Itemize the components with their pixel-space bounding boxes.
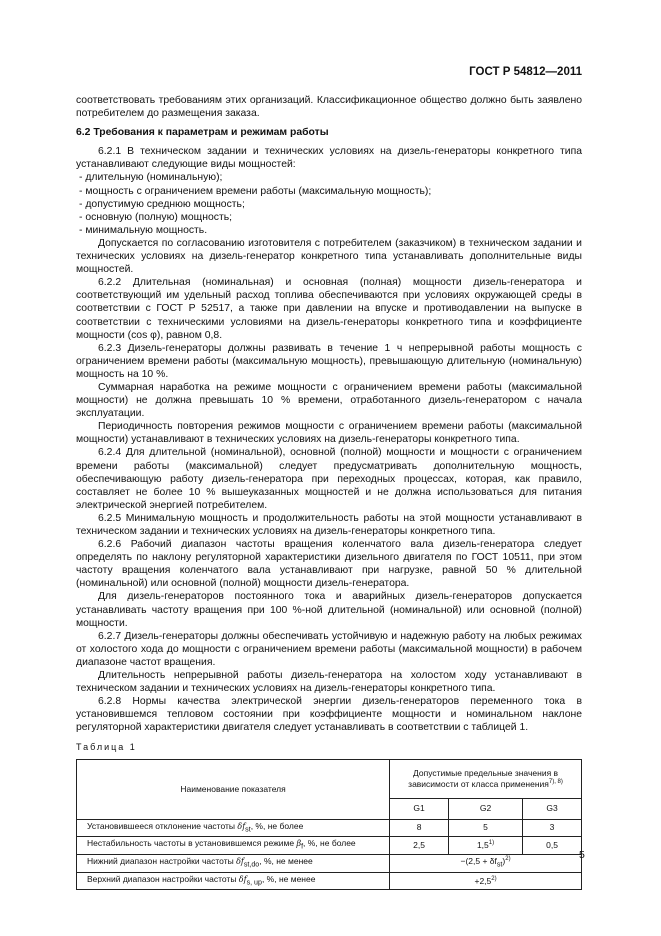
row-label-suffix: , %, не менее (261, 873, 316, 884)
row-label-text: Нижний диапазон настройки частоты (87, 855, 237, 866)
row-symbol-sub: f (301, 842, 304, 851)
row-symbol-sub: st (245, 825, 251, 834)
header-class-g3: G3 (523, 798, 582, 819)
paragraph-6-2-3-b: Суммарная наработка на режиме мощности с ограничением времени работы (максимальной мощности) не должна превышать 10 % времени, отработанного дизель-генератором с начала эксплуатации. (76, 381, 582, 420)
row-label (77, 872, 390, 890)
row-label-text: Нестабильность частоты в установившемся режиме (87, 838, 297, 849)
document-body (76, 94, 582, 890)
paragraph-6-2-1-note: Допускается по согласованию изготовителя с потребителем (заказчиком) в техническом задании и технических условиях на дизель-генератор конкретного типа устанавливать дополнительные виды мощностей. (76, 237, 582, 276)
row-symbol: δf (236, 856, 244, 866)
row-label (77, 819, 390, 837)
paragraph-6-2-7: 6.2.7 Дизель-генераторы должны обеспечивать устойчивую и надежную работу на любых режимах от холостого хода до мощности с ограничением времени работы (максимальной мощности) в рабочем диапазоне частот вращения. (76, 630, 582, 668)
row-symbol: δf (237, 821, 246, 831)
paragraph-6-2-3: 6.2.3 Дизель-генераторы должны развивать в течение 1 ч непрерывной работы мощность с ограничением времени работы (максимальную мощность), превышающую длительную (номинальную) мощность на 10 %. (76, 342, 582, 380)
row-symbol-sub: s, up (246, 878, 262, 887)
row-symbol: δf (238, 874, 247, 884)
row-label-text: Установившееся отклонение частоты (87, 820, 238, 831)
row-label-suffix: , %, не более (303, 838, 356, 849)
table-row (77, 837, 582, 855)
header-class-g1: G1 (390, 798, 449, 819)
row-label-text: Верхний диапазон настройки частоты (87, 873, 239, 884)
cell-merged-value: −(2,5 + δf (460, 855, 497, 866)
list-item: - минимальную мощность. (76, 224, 582, 237)
row-label (77, 837, 390, 855)
row-symbol: β (296, 839, 302, 849)
page-number: 5 (579, 849, 585, 861)
row-label-suffix: , %, не менее (259, 855, 313, 866)
list-item: - мощность с ограничением времени работы (максимальную мощность); (76, 185, 582, 198)
table-row (77, 854, 582, 872)
list-item: - длительную (номинальную); (76, 171, 582, 184)
paragraph-continuation: соответствовать требованиям этих организаций. Классификационное общество должно быть заявлено потребителем до размещения заказа. (76, 95, 582, 120)
table-caption: Таблица 1 (76, 741, 137, 752)
power-types-list (76, 171, 582, 236)
paragraph-6-2-6-b: Для дизель-генераторов постоянного тока и аварийных дизель-генераторов допускается устанавливать частоту вращения при 100 %-ной длительной (номинальной) или основной (полной) мощности. (76, 591, 582, 629)
cell-merged-sub: st (496, 860, 503, 869)
cell-g2-note: 1) (488, 840, 495, 847)
section-heading-6-2: 6.2 Требования к параметрам и режимам работы (76, 127, 329, 139)
paragraph-6-2-5: 6.2.5 Минимальную мощность и продолжительность работы на этой мощности устанавливают в техническом задании и технических условиях на дизель-генераторы конкретного типа. (76, 512, 582, 537)
list-item: - допустимую среднюю мощность; (76, 198, 582, 211)
paragraph-6-2-1: 6.2.1 В техническом задании и технических условиях на дизель-генераторы конкретного типа устанавливают следующие виды мощностей: (76, 146, 582, 171)
cell-g3: 0,5 (523, 837, 582, 855)
header-limits-text: Допустимые предельные значения в зависимости от класса применения (408, 767, 559, 789)
document-header: ГОСТ Р 54812—2011 (469, 66, 582, 78)
table-row (77, 872, 582, 890)
cell-merged (390, 872, 582, 890)
cell-g2: 5 (449, 819, 523, 837)
paragraph-6-2-2: 6.2.2 Длительная (номинальная) и основная (полная) мощности дизель-генератора и соответствующий им удельный расход топлива обеспечиваются при условиях окружающей среды в соответствии с ГОСТ Р 52517, а также при давлении на впуске и противодавлении на выпуске в соответствии с техническими условиями на дизель-генераторы конкретного типа и коэффициенте мощности (cos φ), равном 0,8. (76, 277, 582, 341)
cell-g1: 8 (390, 819, 449, 837)
list-item: - основную (полную) мощность; (76, 211, 582, 224)
paragraph-6-2-8: 6.2.8 Нормы качества электрической энергии дизель-генераторов переменного тока в установившемся тепловом состоянии при коэффициенте мощности и номинальном наклоне регуляторной характеристики двигателя следует устанавливать в соответствии с таблицей 1. (76, 696, 582, 734)
paragraph-6-2-3-c: Периодичность повторения режимов мощности с ограничением времени работы (максимальной мощности) устанавливают в технических условиях на дизель-генераторы конкретного типа. (76, 421, 582, 446)
header-class-g2: G2 (449, 798, 523, 819)
cell-g2-value: 1,5 (476, 840, 489, 851)
row-label-suffix: , %, не более (250, 820, 304, 831)
table-header-row (77, 759, 582, 798)
table-row (77, 819, 582, 837)
paragraph-6-2-6: 6.2.6 Рабочий диапазон частоты вращения коленчатого вала дизель-генератора следует определять по наклону регуляторной характеристики дизельного двигателя по ГОСТ 10511, при этом частоту вращения коленчатого вала устанавливают при нагрузке, равной 50 % длительной (номинальной) или основной (полной) мощности дизель-генератора. (76, 539, 582, 590)
cell-g2 (449, 837, 523, 855)
cell-g1: 2,5 (390, 837, 449, 855)
row-symbol-sub: st,do (243, 860, 260, 869)
cell-merged-suffix: ) (502, 855, 506, 866)
table-1 (76, 759, 582, 891)
cell-merged (390, 854, 582, 872)
cell-g3: 3 (523, 819, 582, 837)
cell-merged-note: 2) (491, 875, 497, 882)
row-label (77, 854, 390, 872)
header-limits-note: 7), 8) (548, 778, 563, 785)
cell-merged-note: 2) (505, 856, 511, 863)
paragraph-6-2-7-b: Длительность непрерывной работы дизель-генератора на холостом ходу устанавливают в техническом задании и технических условиях на дизель-генераторы конкретного типа. (76, 670, 582, 695)
header-indicator-name: Наименование показателя (77, 759, 390, 819)
header-limits (390, 759, 582, 798)
cell-merged-value: +2,5 (474, 875, 492, 886)
paragraph-6-2-4: 6.2.4 Для длительной (номинальной), основной (полной) мощности и мощности с ограничением времени работы (максимальной) следует предусматривать дополнительную мощность, обеспечивающую работу дизель-генератора при переходных процессах, которая, как правило, составляет не более 10 % вышеуказанных мощностей и не должна использоваться для питания электрической энергией потребителем. (76, 447, 582, 511)
